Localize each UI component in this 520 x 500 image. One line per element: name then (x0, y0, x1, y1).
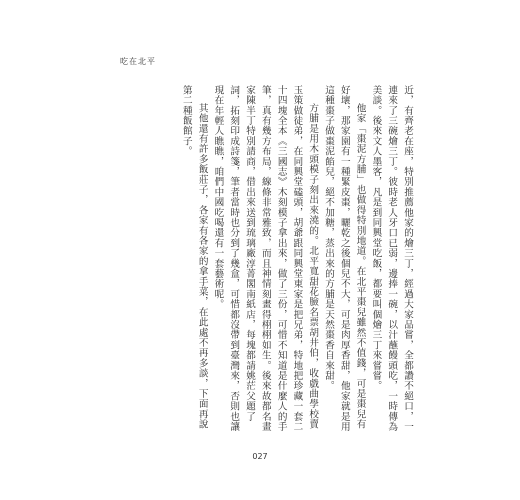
body-text (115, 85, 415, 435)
page-number: 027 (252, 452, 268, 461)
paragraph-2: 他家「棗泥方脯」也做得特別地道。在北平棗兒雖然不值錢，可是棗兒有好壞，那家園有一種緊皮棗，曬乾之後個兒不大，可是肉厚香甜，他家就是用這種棗子做棗泥餡兒，絕不加糖，蒸出來的方脯是天然棗香自來甜。 (323, 85, 366, 432)
paragraph-3: 方脯是用木頭模子刻出來澆的。北平寬甜花臉名票胡井伯，收戲曲學校賣玉策做徒弟，在同興堂磕頭，胡爺跟同興堂東家是把兄弟，特地把珍藏一套二十四塊全本《三國志》木刻模子拿出來，做了三份，可惜不知道是什麼人的手筆，真有幾方布局，線條非常雅致，而且神情刻畫得栩栩如生。後來故都名畫家陳半丁特別請商，借出來送到琉璃廠淳菁閣南紙店，每塊都請姚茫父題了詞，拓刻印成詩箋，筆者當時也分到了幾盒，可惜都沒帶到臺灣來，否則也讓現在年輕人瞧瞧，咱們中國吃喝還有一套藝術呢。 (212, 85, 319, 432)
running-head: 吃在北平 (120, 57, 156, 66)
paragraph-4: 其他還有許多飯莊子，各家有各家的拿手菜，在此處不再多談，下面再說第二種飯館子。 (180, 85, 208, 430)
paragraph-1: 近，有齊老在座，特別推薦他家的燴三丁，經過大家品嘗，全都讚不絕口，一連來了三碗燴三丁。彼時老人牙口已弱，邊捧一碗，以汁蘸饅頭吃，一時傳為美談。後來文人墨客，凡是到同興堂吃飯，都要叫個燴三丁來嘗嘗。 (370, 85, 413, 432)
